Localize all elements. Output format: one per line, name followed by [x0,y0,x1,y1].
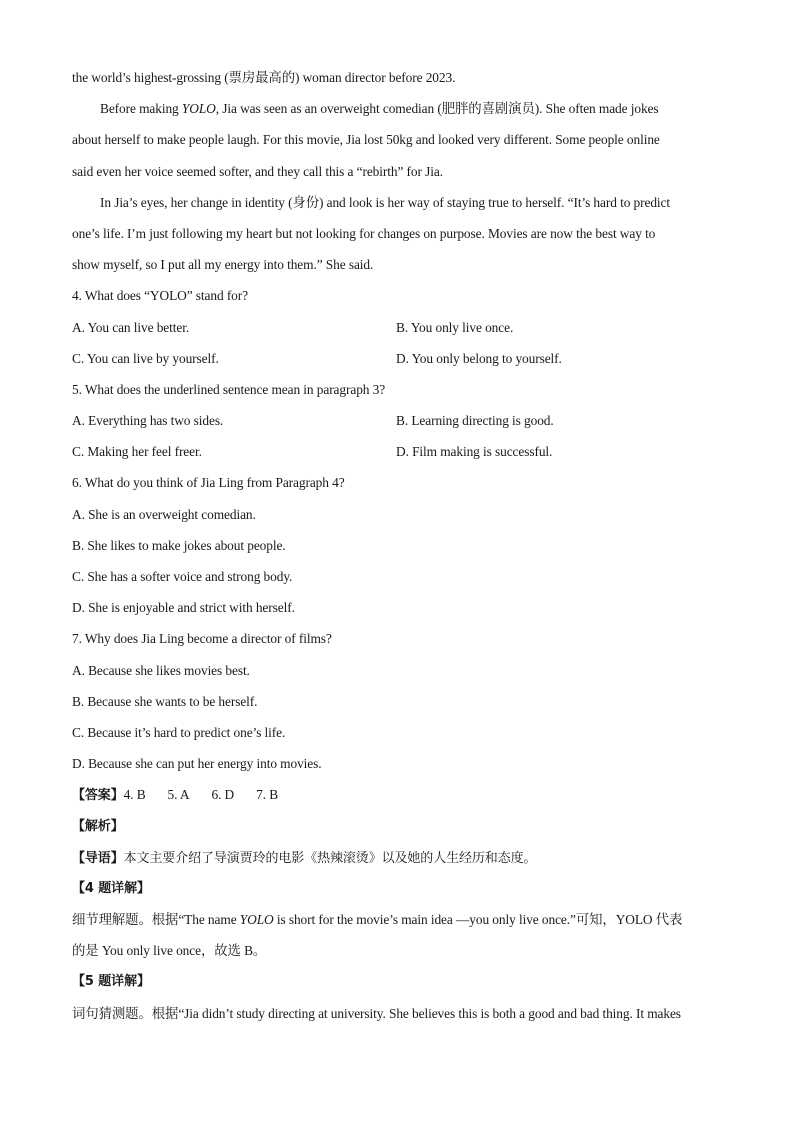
option-a: A. Everything has two sides. [72,413,224,429]
option-a: A. Because she likes movies best. [72,662,250,678]
text-span: is short for the movie’s main idea —you only live once.”可知，YOLO 代表 [273,912,683,928]
answer-5: 5. A [167,787,190,803]
passage-line [72,93,722,124]
option-b: B. Because she wants to be herself. [72,693,258,709]
text-span: , Jia was seen as an overweight comedian (肥胖的喜剧演员). She often made jokes [215,101,659,117]
option-c: C. You can live by yourself. [72,350,219,366]
answer-label: 【答案】 [72,788,124,804]
option-b: B. She likes to make jokes about people. [72,537,286,553]
passage-line: about herself to make people laugh. For this movie, Jia lost 50kg and looked very different. Some people online [72,132,660,148]
q5-detail-label: 【5 题详解】 [72,974,150,990]
question-stem: 6. What do you think of Jia Ling from Paragraph 4? [72,475,345,491]
answer-line [72,779,722,810]
passage-line: In Jia’s eyes, her change in identity (身份) and look is her way of staying true to herself. “It’s hard to predict [100,194,671,210]
movie-title-yolo: YOLO [181,101,216,117]
option-c: C. Because it’s hard to predict one’s life. [72,724,286,740]
option-d: D. Because she can put her energy into movies. [72,756,322,772]
option-row [72,405,722,436]
document-page [72,62,722,1029]
question-stem: 5. What does the underlined sentence mean in paragraph 3? [72,381,386,397]
question-stem: 7. Why does Jia Ling become a director of films? [72,631,332,647]
passage-line: the world’s highest-grossing (票房最高的) woman director before 2023. [72,70,456,85]
option-d: D. She is enjoyable and strict with herself. [72,600,295,616]
option-row [72,312,722,343]
passage-line: said even her voice seemed softer, and they call this a “rebirth” for Jia. [72,163,443,179]
option-row [72,436,722,467]
passage-line: one’s life. I’m just following my heart but not looking for changes on purpose. Movies are now the best way to [72,225,656,241]
guide-line [72,842,722,873]
guide-label: 【导语】 [72,850,124,866]
text-span: 细节理解题。根据“The name [72,912,240,928]
option-d: D. Film making is successful. [396,444,553,460]
answer-6: 6. D [211,787,235,803]
option-d: D. You only belong to yourself. [396,350,562,366]
answer-7: 7. B [256,787,279,803]
option-row [72,343,722,374]
option-c: C. Making her feel freer. [72,444,202,460]
passage-line: show myself, so I put all my energy into them.” She said. [72,257,374,273]
text-span: Before making [100,101,182,117]
analysis-line [72,904,722,935]
option-a: A. She is an overweight comedian. [72,506,256,522]
option-c: C. She has a softer voice and strong body. [72,569,293,584]
question-stem: 4. What does “YOLO” stand for? [72,288,248,304]
answer-4: 4. B [123,787,146,803]
option-b: B. Learning directing is good. [396,413,554,429]
analysis-line: 的是 You only live once，故选 B。 [72,943,267,959]
movie-title-yolo: YOLO [239,912,274,928]
analysis-line: 词句猜测题。根据“Jia didn’t study directing at university. She believes this is both a good and bad thing. It makes [72,1005,681,1021]
option-a: A. You can live better. [72,319,190,335]
guide-text: 本文主要介绍了导演贾玲的电影《热辣滚烫》以及她的人生经历和态度。 [123,850,537,866]
analysis-label: 【解析】 [72,818,124,834]
q4-detail-label: 【4 题详解】 [72,880,150,896]
option-b: B. You only live once. [396,319,514,335]
